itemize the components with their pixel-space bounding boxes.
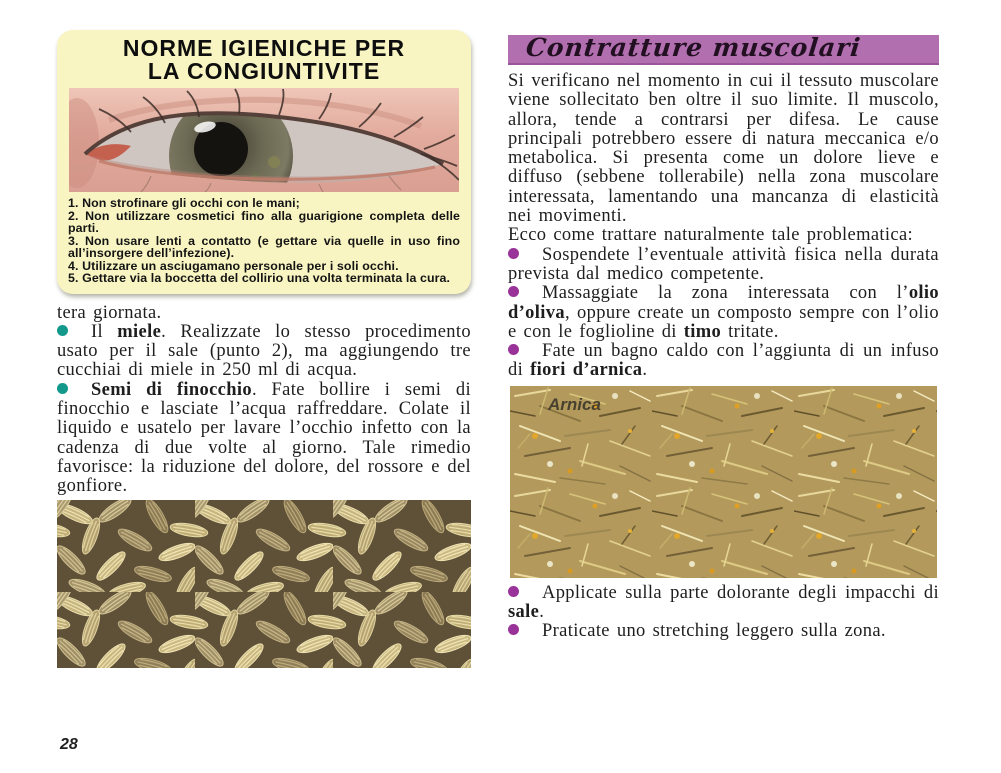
hygiene-rule: 2. Non utilizzare cosmetici fino alla guarigione completa delle parti. <box>68 208 460 235</box>
text-segment: . Realizzate lo stesso procedimento usato per il sale (punto 2), ma aggiungendo tre cucchiai di miele in 250 ml di acqua. <box>57 321 471 381</box>
bullet-dot-icon <box>57 383 68 394</box>
left-column <box>57 30 471 668</box>
text-segment: Il <box>91 321 118 342</box>
bold-term: fiori d’arnica <box>530 360 643 381</box>
hygiene-rule: 1. Non strofinare gli occhi con le mani; <box>68 196 300 210</box>
tip-rest <box>508 246 939 285</box>
hygiene-rule: 5. Gettare via la boccetta del collirio una volta terminata la cura. <box>68 271 451 285</box>
text-segment: Sospendete l’eventuale attività fisica nella durata prevista dal medico competente. <box>508 244 939 284</box>
text-segment: . <box>539 602 545 623</box>
section-title: Contratture muscolari <box>524 33 863 62</box>
bullet-dot-icon <box>508 586 519 597</box>
right-text-block <box>508 72 939 381</box>
intro-paragraph: Si verificano nel momento in cui il tessuto muscolare viene sollecitato ben oltre il suo limite. Il muscolo, allora, tende a contrarsi per difesa. Le cause principali potrebbero essere di natura meccanica e/o metabolica. Si presenta come un dolore lieve e diffuso (sebbene tollerabile) nella zona muscolare interessata, lamentando una mancanza di elasticità nei movimenti. <box>508 71 939 227</box>
arnica-photo <box>510 386 937 578</box>
tip-massage <box>508 284 939 342</box>
text-segment: , oppure create un composto sempre con l’olio e con le foglioline di <box>508 302 939 342</box>
hygiene-title-line2: LA CONGIUNTIVITE <box>147 58 381 84</box>
text-segment: . <box>642 360 648 381</box>
hygiene-box-title <box>68 37 460 83</box>
eye-photo-svg <box>69 88 459 192</box>
remedy-fennel <box>57 381 471 497</box>
bold-term: miele <box>117 321 162 342</box>
hygiene-rules-list <box>68 197 460 285</box>
bold-term: timo <box>683 321 722 342</box>
fennel-seeds-photo <box>57 500 471 668</box>
bullet-dot-icon <box>508 286 519 297</box>
tip-stretching <box>508 622 939 641</box>
page-number: 28 <box>60 736 78 753</box>
left-text-block <box>57 304 471 497</box>
intro-lead: Ecco come trattare naturalmente tale problematica: <box>508 225 914 246</box>
tip-bath <box>508 342 939 381</box>
hygiene-title-line1: NORME IGIENICHE PER <box>122 35 406 61</box>
arnica-photo-svg <box>510 386 937 578</box>
text-segment: Fate un bagno caldo con l’aggiunta di un infuso di <box>508 341 939 381</box>
right-column <box>508 35 939 642</box>
text-segment: . Fate bollire i semi di finocchio e lasciate l’acqua raffreddare. Colate il liquido e usatelo per lavare l’occhio infetto con la cadenza di due volte al giorno. Tale rimedio favorisce: la riduzione del dolore, del rossore e del gonfiore. <box>57 379 471 497</box>
text-segment: Massaggiate la zona interessata con l’ <box>542 283 909 304</box>
paragraph-continuation: tera giornata. <box>57 302 162 323</box>
text-segment: tritate. <box>721 321 779 342</box>
tip-salt <box>508 584 939 623</box>
section-header-bar <box>508 35 939 65</box>
remedy-honey <box>57 323 471 381</box>
hygiene-rule: 4. Utilizzare un asciugamano personale per i soli occhi. <box>68 258 399 273</box>
bullet-dot-icon <box>508 624 519 635</box>
eye-photo <box>69 88 459 192</box>
fennel-seeds-svg <box>57 500 471 668</box>
arnica-caption: Arnica <box>548 394 601 414</box>
text-segment: Praticate uno stretching leggero sulla zona. <box>542 621 886 642</box>
hygiene-rule: 3. Non usare lenti a contatto (e gettare via quelle in uso fino all’insorgere dell’infezione). <box>68 233 460 260</box>
right-text-block-bottom <box>508 584 939 642</box>
bullet-dot-icon <box>57 325 68 336</box>
bullet-dot-icon <box>508 248 519 259</box>
bold-term: olio d’oliva <box>508 283 939 323</box>
bold-term: Semi di finocchio <box>91 379 252 400</box>
text-segment: Applicate sulla parte dolorante degli impacchi di <box>542 582 939 603</box>
hygiene-box <box>57 30 471 294</box>
bold-term: sale <box>508 602 540 623</box>
bullet-dot-icon <box>508 344 519 355</box>
